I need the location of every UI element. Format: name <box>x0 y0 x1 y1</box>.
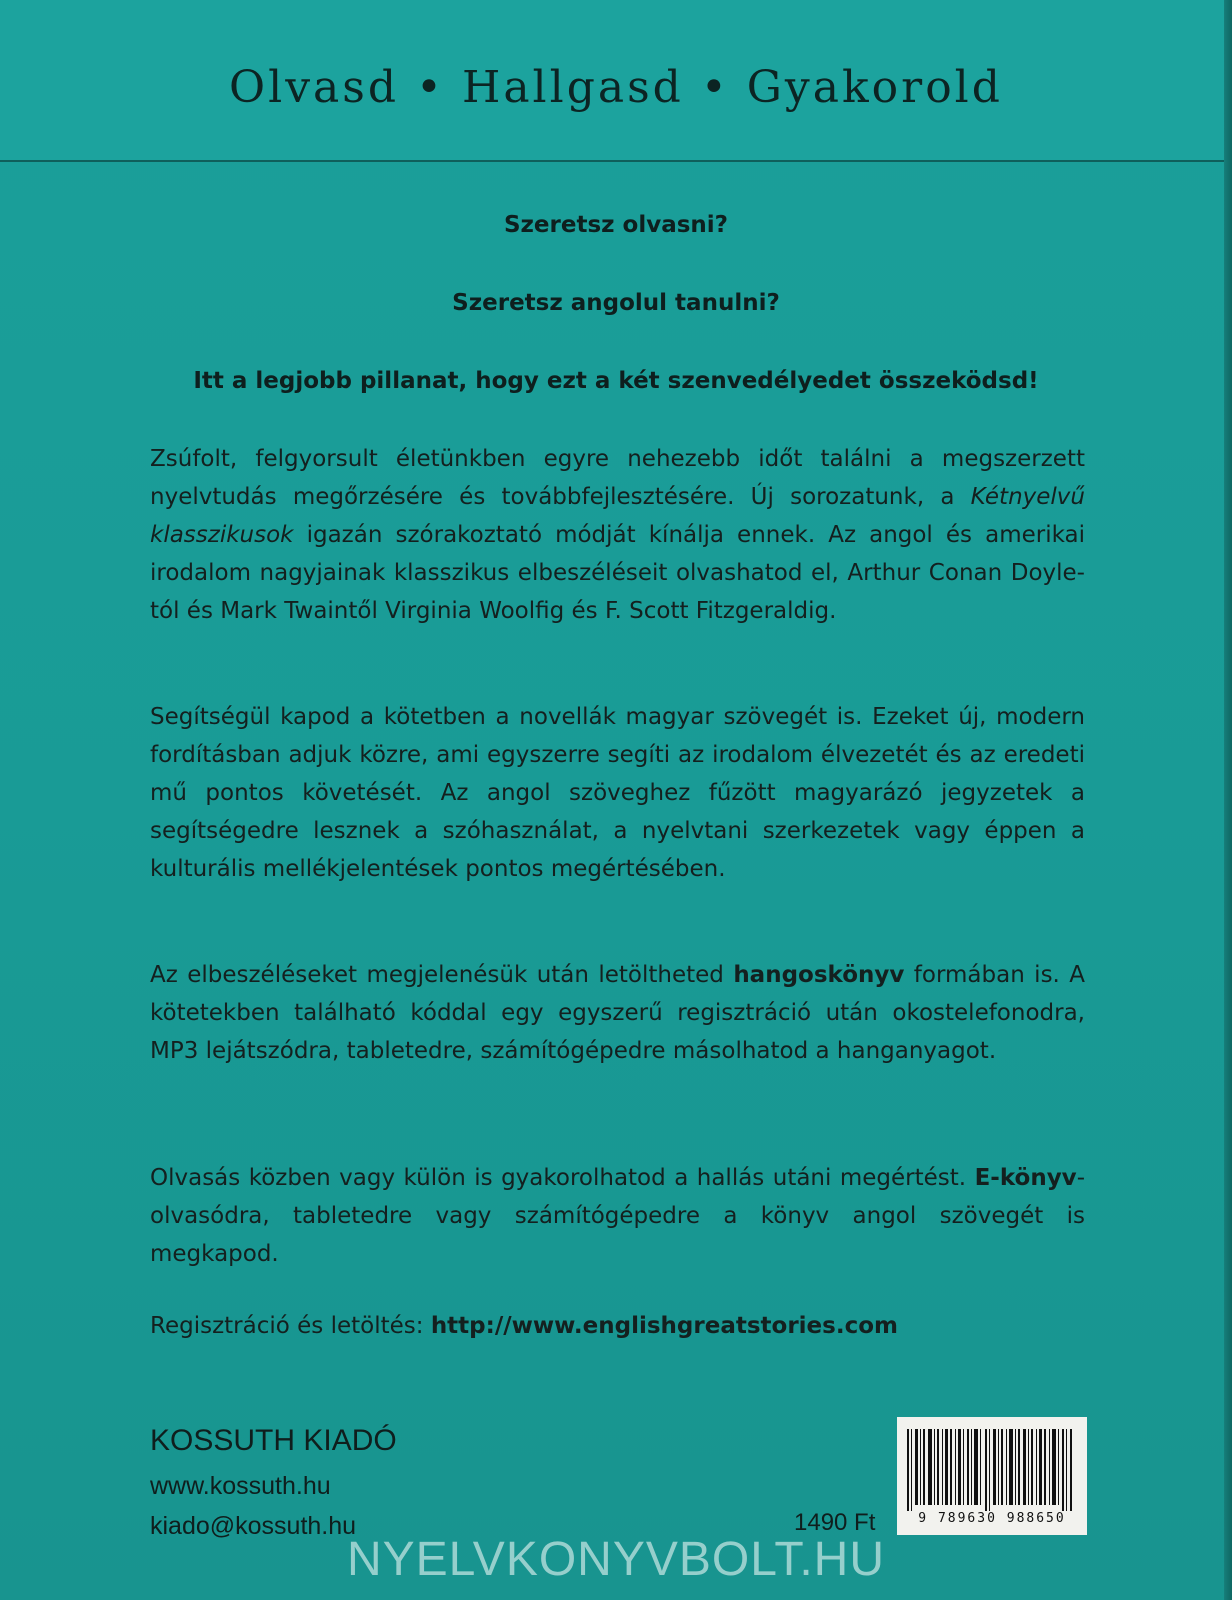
question-reading: Szeretsz olvasni? <box>503 212 729 238</box>
paragraph-text: -olvasódra, tabletedre vagy számítógépedre a könyv angol szövegét is megkapod. <box>150 1165 1085 1267</box>
isbn-number: 9 789630 988650 <box>918 1511 1066 1526</box>
registration-url[interactable]: http://www.englishgreatstories.com <box>430 1313 898 1339</box>
series-title: Kétnyelvű klasszikusok <box>150 484 1085 548</box>
paragraph-text: Az elbeszéléseket megjelenésük után letöltheted <box>150 962 734 988</box>
ebook-term: E-könyv <box>974 1165 1077 1191</box>
registration-line <box>150 1313 898 1339</box>
publisher-email[interactable]: kiado@kossuth.hu <box>150 1512 357 1540</box>
paragraph-text: Olvasás közben vagy külön is gyakorolhatod a hallás utáni megértést. <box>150 1165 975 1191</box>
headline-combine: Itt a legjobb pillanat, hogy ezt a két szenvedélyedet összeködsd! <box>193 368 1039 394</box>
paragraph-translation <box>150 698 1085 888</box>
paragraph-text: formában is. A kötetekben található kóddal egy egyszerű regisztráció után okostelefonodra, MP3 lejátszódra, tabletedre, számítógépedre másolhatod a hanganyagot. <box>150 962 1085 1064</box>
paragraph-audiobook <box>150 956 1085 1070</box>
price-label: 1490 Ft <box>794 1509 876 1536</box>
question-english: Szeretsz angolul tanulni? <box>452 290 780 316</box>
barcode <box>897 1417 1087 1535</box>
publisher-name: KOSSUTH KIADÓ <box>150 1424 397 1457</box>
series-tagline: Olvasd • Hallgasd • Gyakorold <box>229 62 1003 113</box>
paragraph-text: Zsúfolt, felgyorsult életünkben egyre nehezebb időt találni a megszerzett nyelvtudás megőrzésére és továbbfejlesztésére. Új sorozatunk, a <box>150 446 1085 510</box>
audiobook-term: hangoskönyv <box>733 962 905 988</box>
header-band <box>0 0 1232 162</box>
registration-label: Regisztráció és letöltés: <box>150 1313 431 1339</box>
store-watermark: NYELVKONYVBOLT.HU <box>346 1533 886 1586</box>
paragraph-series-intro <box>150 440 1085 630</box>
cover-edge <box>1224 0 1232 1600</box>
paragraph-text: Segítségül kapod a kötetben a novellák magyar szövegét is. Ezeket új, modern fordításban adjuk közre, ami egyszerre segíti az irodalom élvezetét és az eredeti mű pontos követését. Az angol szöveghez fűzött magyarázó jegyzetek a segítségedre lesznek a szóhasználat, a nyelvtani szerkezetek vagy éppen a kulturális mellékjelentések pontos megértésében. <box>150 704 1085 882</box>
paragraph-ebook <box>150 1159 1085 1273</box>
paragraph-text: igazán szórakoztató módját kínálja ennek. Az angol és amerikai irodalom nagyjainak klasszikus elbeszéléseit olvashatod el, Arthur Conan Doyle-tól és Mark Twaintől Virginia Woolfig és F. Scott Fitzgeraldig. <box>150 522 1085 624</box>
publisher-website[interactable]: www.kossuth.hu <box>150 1472 331 1500</box>
barcode-bars-icon <box>907 1429 1077 1511</box>
